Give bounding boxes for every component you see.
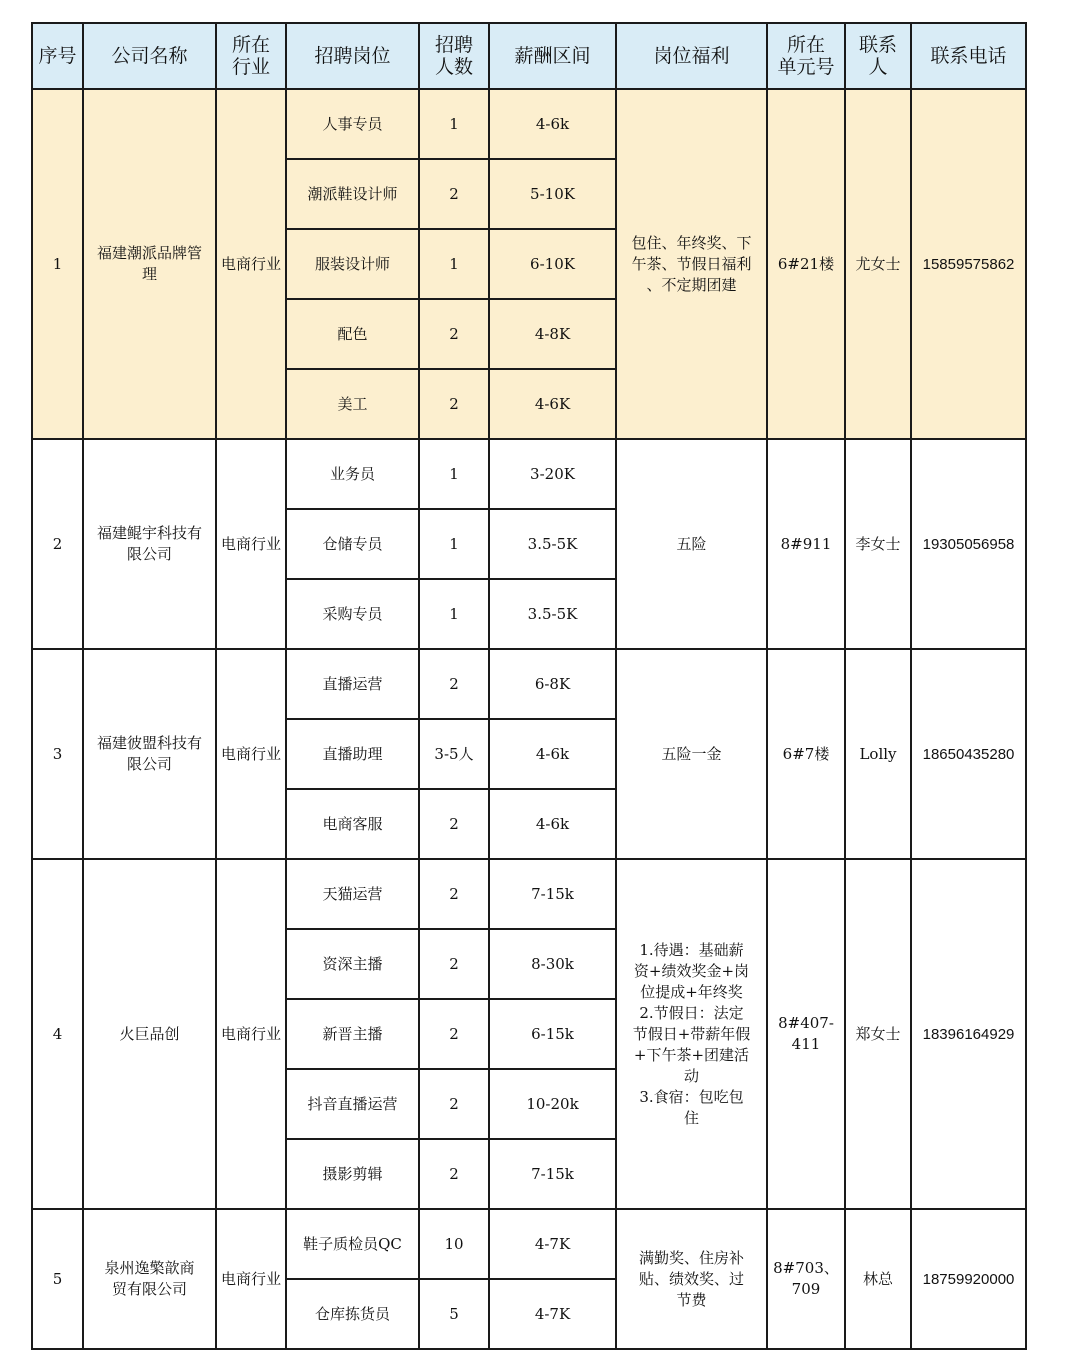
benefits-cell: 五险 — [616, 439, 767, 649]
count-cell: 1 — [419, 229, 489, 299]
salary-cell: 6-8K — [489, 649, 616, 719]
phone-cell: 15859575862 — [911, 89, 1026, 439]
company-name-cell: 福建潮派品牌管 理 — [83, 89, 216, 439]
header-salary: 薪酬区间 — [489, 23, 616, 89]
position-cell: 美工 — [286, 369, 419, 439]
position-cell: 直播助理 — [286, 719, 419, 789]
job-listing-table — [31, 22, 1027, 1350]
count-cell: 2 — [419, 789, 489, 859]
industry-cell: 电商行业 — [216, 439, 286, 649]
header-company: 公司名称 — [83, 23, 216, 89]
salary-cell: 5-10K — [489, 159, 616, 229]
company-name-cell: 福建鲲宇科技有 限公司 — [83, 439, 216, 649]
contact-cell: 李女士 — [845, 439, 911, 649]
position-cell: 采购专员 — [286, 579, 419, 649]
contact-cell: 尤女士 — [845, 89, 911, 439]
salary-cell: 4-6k — [489, 89, 616, 159]
unit-cell: 8#407- 411 — [767, 859, 845, 1209]
salary-cell: 4-6K — [489, 369, 616, 439]
company-name-cell: 福建彼盟科技有 限公司 — [83, 649, 216, 859]
salary-cell: 3.5-5K — [489, 579, 616, 649]
position-cell: 鞋子质检员QC — [286, 1209, 419, 1279]
count-cell: 5 — [419, 1279, 489, 1349]
position-cell: 业务员 — [286, 439, 419, 509]
count-cell: 2 — [419, 369, 489, 439]
header-seq: 序号 — [32, 23, 83, 89]
position-cell: 资深主播 — [286, 929, 419, 999]
company-name-cell: 火巨品创 — [83, 859, 216, 1209]
industry-cell: 电商行业 — [216, 649, 286, 859]
salary-cell: 6-15k — [489, 999, 616, 1069]
contact-cell: 林总 — [845, 1209, 911, 1349]
header-count: 招聘 人数 — [419, 23, 489, 89]
position-cell: 仓储专员 — [286, 509, 419, 579]
benefits-cell: 包住、年终奖、下 午茶、节假日福利 、不定期团建 — [616, 89, 767, 439]
unit-cell: 6#7楼 — [767, 649, 845, 859]
header-unit: 所在 单元号 — [767, 23, 845, 89]
industry-cell: 电商行业 — [216, 859, 286, 1209]
count-cell: 2 — [419, 159, 489, 229]
table-row — [32, 439, 1026, 509]
salary-cell: 4-6k — [489, 719, 616, 789]
position-cell: 潮派鞋设计师 — [286, 159, 419, 229]
header-row — [32, 23, 1026, 89]
unit-cell: 8#703、 709 — [767, 1209, 845, 1349]
position-cell: 摄影剪辑 — [286, 1139, 419, 1209]
company-name-cell: 泉州逸檠歆商 贸有限公司 — [83, 1209, 216, 1349]
table-row — [32, 1209, 1026, 1279]
position-cell: 人事专员 — [286, 89, 419, 159]
count-cell: 2 — [419, 1069, 489, 1139]
benefits-cell: 1.待遇：基础薪 资+绩效奖金+岗 位提成+年终奖 2.节假日：法定 节假日+带薪年假 +下午茶+团建活 动 3.食宿：包吃包 住 — [616, 859, 767, 1209]
header-contact: 联系 人 — [845, 23, 911, 89]
position-cell: 抖音直播运营 — [286, 1069, 419, 1139]
contact-cell: 郑女士 — [845, 859, 911, 1209]
seq-cell: 4 — [32, 859, 83, 1209]
count-cell: 3-5人 — [419, 719, 489, 789]
phone-cell: 18650435280 — [911, 649, 1026, 859]
count-cell: 2 — [419, 859, 489, 929]
count-cell: 1 — [419, 579, 489, 649]
salary-cell: 4-8K — [489, 299, 616, 369]
position-cell: 服装设计师 — [286, 229, 419, 299]
salary-cell: 3.5-5K — [489, 509, 616, 579]
count-cell: 2 — [419, 929, 489, 999]
count-cell: 2 — [419, 999, 489, 1069]
header-industry: 所在 行业 — [216, 23, 286, 89]
phone-cell: 18396164929 — [911, 859, 1026, 1209]
seq-cell: 1 — [32, 89, 83, 439]
count-cell: 1 — [419, 439, 489, 509]
header-position: 招聘岗位 — [286, 23, 419, 89]
unit-cell: 6#21楼 — [767, 89, 845, 439]
benefits-cell: 五险一金 — [616, 649, 767, 859]
table-row — [32, 859, 1026, 929]
salary-cell: 7-15k — [489, 1139, 616, 1209]
industry-cell: 电商行业 — [216, 89, 286, 439]
position-cell: 配色 — [286, 299, 419, 369]
count-cell: 10 — [419, 1209, 489, 1279]
industry-cell: 电商行业 — [216, 1209, 286, 1349]
table-row — [32, 649, 1026, 719]
header-phone: 联系电话 — [911, 23, 1026, 89]
salary-cell: 10-20k — [489, 1069, 616, 1139]
count-cell: 2 — [419, 1139, 489, 1209]
position-cell: 新晋主播 — [286, 999, 419, 1069]
count-cell: 1 — [419, 509, 489, 579]
count-cell: 1 — [419, 89, 489, 159]
seq-cell: 3 — [32, 649, 83, 859]
salary-cell: 4-6k — [489, 789, 616, 859]
table-body — [32, 89, 1026, 1349]
header-benefits: 岗位福利 — [616, 23, 767, 89]
position-cell: 天猫运营 — [286, 859, 419, 929]
salary-cell: 4-7K — [489, 1209, 616, 1279]
unit-cell: 8#911 — [767, 439, 845, 649]
count-cell: 2 — [419, 649, 489, 719]
position-cell: 直播运营 — [286, 649, 419, 719]
salary-cell: 6-10K — [489, 229, 616, 299]
position-cell: 电商客服 — [286, 789, 419, 859]
count-cell: 2 — [419, 299, 489, 369]
contact-cell: Lolly — [845, 649, 911, 859]
seq-cell: 5 — [32, 1209, 83, 1349]
salary-cell: 8-30k — [489, 929, 616, 999]
phone-cell: 18759920000 — [911, 1209, 1026, 1349]
salary-cell: 4-7K — [489, 1279, 616, 1349]
salary-cell: 3-20K — [489, 439, 616, 509]
salary-cell: 7-15k — [489, 859, 616, 929]
table-row — [32, 89, 1026, 159]
phone-cell: 19305056958 — [911, 439, 1026, 649]
benefits-cell: 满勤奖、住房补 贴、绩效奖、过 节费 — [616, 1209, 767, 1349]
position-cell: 仓库拣货员 — [286, 1279, 419, 1349]
seq-cell: 2 — [32, 439, 83, 649]
